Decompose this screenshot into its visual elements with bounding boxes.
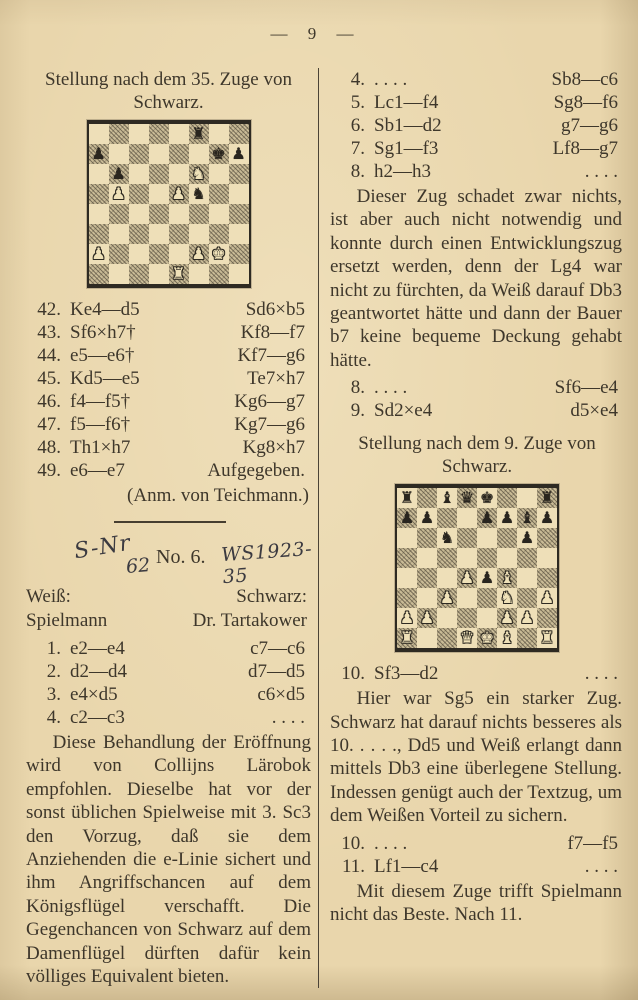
- black-bishop-icon: ♝: [439, 488, 455, 508]
- white-move: Lf1—c4: [374, 855, 439, 877]
- board-square-light: [437, 528, 457, 548]
- white-move: Th1×h7: [70, 437, 131, 458]
- board-square-light: [477, 528, 497, 548]
- white-move: f5—f6†: [70, 414, 131, 435]
- white-pawn-icon: ♟: [499, 608, 515, 628]
- board-square-dark: [397, 508, 417, 528]
- black-pawn-icon: ♟: [499, 508, 515, 528]
- board-square-light: [109, 264, 129, 284]
- white-player-label: Weiß:: [26, 586, 71, 607]
- black-move: c6×d5: [257, 684, 305, 705]
- board-square-light: [169, 204, 189, 224]
- white-move: . . . .: [374, 832, 408, 854]
- board-square-light: [417, 508, 437, 528]
- board-square-light: [457, 548, 477, 568]
- board-square-dark: [109, 124, 129, 144]
- board-square-dark: [537, 568, 557, 588]
- board-square-dark: [109, 204, 129, 224]
- board-square-dark: [129, 264, 149, 284]
- move-row: [330, 855, 624, 878]
- board-square-dark: [497, 568, 517, 588]
- board-square-light: [149, 224, 169, 244]
- board-square-dark: [417, 528, 437, 548]
- board-square-light: [89, 244, 109, 264]
- board-square-light: [517, 608, 537, 628]
- black-move: Kg6—g7: [234, 391, 305, 412]
- move-row: [26, 367, 311, 390]
- board-square-light: [189, 224, 209, 244]
- board-square-light: [169, 124, 189, 144]
- white-player-name: Spielmann: [26, 610, 108, 631]
- move-number: 6.: [350, 115, 365, 136]
- board-square-light: [397, 528, 417, 548]
- black-queen-icon: ♛: [459, 488, 475, 508]
- board-square-dark: [169, 224, 189, 244]
- white-move: Kd5—e5: [70, 368, 140, 389]
- board-square-light: [229, 184, 249, 204]
- black-bishop-icon: ♝: [519, 508, 535, 528]
- board-square-light: [169, 164, 189, 184]
- black-move: . . . .: [584, 161, 618, 182]
- black-knight-icon: ♞: [191, 184, 206, 203]
- black-pawn-icon: ♟: [91, 144, 106, 163]
- board-square-light: [477, 568, 497, 588]
- board-square-dark: [129, 144, 149, 164]
- game6-move-list: [26, 637, 311, 729]
- black-rook-icon: ♜: [399, 488, 415, 508]
- board-square-dark: [109, 244, 129, 264]
- board-square-light: [149, 264, 169, 284]
- board-square-light: [89, 204, 109, 224]
- move-number: 10.: [341, 663, 365, 685]
- board-square-light: [209, 244, 229, 264]
- white-move: Sb1—d2: [374, 115, 442, 136]
- diagram2-caption: Stellung nach dem 9. Zuge von Schwarz.: [358, 433, 596, 478]
- board-square-dark: [537, 528, 557, 548]
- board-square-light: [129, 244, 149, 264]
- board-square-dark: [477, 548, 497, 568]
- board-square-dark: [457, 608, 477, 628]
- board-square-dark: [457, 568, 477, 588]
- board-square-dark: [517, 628, 537, 648]
- move-number: 2.: [46, 661, 61, 682]
- move-row: [330, 832, 624, 855]
- board-square-light: [109, 144, 129, 164]
- black-knight-icon: ♞: [439, 528, 455, 548]
- black-move: Kf7—g6: [237, 345, 305, 366]
- board-square-light: [417, 548, 437, 568]
- move-number: 44.: [37, 345, 61, 366]
- board-square-light: [209, 164, 229, 184]
- board-square-dark: [229, 204, 249, 224]
- black-king-icon: ♚: [211, 144, 226, 163]
- move-row: [26, 436, 311, 459]
- board-square-light: [189, 184, 209, 204]
- black-pawn-icon: ♟: [419, 508, 435, 528]
- white-pawn-icon: ♟: [171, 184, 186, 203]
- move-row: [26, 390, 311, 413]
- handwritten-number: 62: [125, 553, 152, 579]
- right-column: [318, 68, 624, 988]
- white-move: e2—e4: [70, 638, 125, 659]
- chess-diagram-2: [395, 484, 559, 652]
- board-square-dark: [229, 244, 249, 264]
- move-row: [26, 298, 311, 321]
- board-square-dark: [149, 124, 169, 144]
- board-square-dark: [89, 264, 109, 284]
- white-rook-icon: ♜: [399, 628, 415, 648]
- black-player-name: Dr. Tartakower: [192, 610, 307, 631]
- players-block: [26, 585, 311, 633]
- black-move: f7—f5: [567, 832, 618, 854]
- board-square-dark: [417, 608, 437, 628]
- board-square-light: [537, 628, 557, 648]
- board-square-dark: [89, 144, 109, 164]
- board-square-dark: [209, 144, 229, 164]
- move-number: 1.: [46, 638, 61, 659]
- board-square-dark: [517, 508, 537, 528]
- board-square-light: [537, 548, 557, 568]
- white-rook-icon: ♜: [171, 264, 186, 283]
- white-pawn-icon: ♟: [111, 184, 126, 203]
- move-row: [330, 114, 624, 137]
- board-square-dark: [457, 528, 477, 548]
- moves-4-to-8: [330, 68, 624, 183]
- black-move: Sf6—e4: [554, 377, 618, 399]
- board-square-light: [89, 164, 109, 184]
- board-square-dark: [169, 264, 189, 284]
- board-square-dark: [437, 508, 457, 528]
- board-square-light: [497, 588, 517, 608]
- board-square-dark: [397, 588, 417, 608]
- board-square-dark: [209, 224, 229, 244]
- black-move: . . . .: [271, 707, 305, 728]
- white-king-icon: ♚: [211, 244, 226, 263]
- board-square-light: [537, 588, 557, 608]
- board-square-light: [477, 488, 497, 508]
- board-square-dark: [149, 204, 169, 224]
- board-square-dark: [189, 244, 209, 264]
- board-square-light: [209, 124, 229, 144]
- board-square-light: [517, 528, 537, 548]
- board-square-dark: [169, 144, 189, 164]
- board-square-light: [437, 488, 457, 508]
- black-move: . . . .: [584, 663, 618, 685]
- move-10: [330, 662, 624, 685]
- white-knight-icon: ♞: [191, 164, 206, 183]
- board-square-light: [417, 588, 437, 608]
- board-square-light: [457, 628, 477, 648]
- black-rook-icon: ♜: [539, 488, 555, 508]
- white-pawn-icon: ♟: [191, 244, 206, 263]
- board-square-light: [457, 508, 477, 528]
- black-move: Sd6×b5: [245, 299, 305, 320]
- white-pawn-icon: ♟: [459, 568, 475, 588]
- board-square-light: [517, 568, 537, 588]
- black-move: Te7×h7: [247, 368, 305, 389]
- black-move: Sg8—f6: [553, 92, 618, 113]
- board-square-dark: [149, 244, 169, 264]
- board-square-dark: [477, 508, 497, 528]
- game5-move-list: [26, 298, 311, 482]
- moves-10-to-11: [330, 832, 624, 878]
- handwritten-code: WS1923-35: [220, 537, 313, 589]
- board-square-dark: [497, 528, 517, 548]
- commentary-paragraph-sg5: Hier war Sg5 ein starker Zug. Schwarz hat darauf nichts besseres als 10. . . . ., Dd5 und Weiß erlangt dann mittels Db3 eine überlegene Stellung. Indessen genügt auch der Textzug, um dem Weißen Vorteil zu sichern.: [330, 688, 622, 827]
- board-square-light: [109, 224, 129, 244]
- board-square-light: [129, 164, 149, 184]
- move-number: 5.: [350, 92, 365, 113]
- handwritten-word: S-Nr: [72, 530, 133, 565]
- white-move: Sd2×e4: [374, 400, 433, 422]
- board-square-light: [497, 548, 517, 568]
- moves-8-to-9: [330, 376, 624, 422]
- white-pawn-icon: ♟: [519, 608, 535, 628]
- board-square-light: [497, 628, 517, 648]
- white-move: e5—e6†: [70, 345, 135, 366]
- move-row: [330, 68, 624, 91]
- board-square-dark: [209, 184, 229, 204]
- move-row: [330, 399, 624, 422]
- board-square-light: [149, 184, 169, 204]
- white-pawn-icon: ♟: [419, 608, 435, 628]
- section-divider-rule: [114, 521, 226, 523]
- white-move: d2—d4: [70, 661, 127, 682]
- white-move: Ke4—d5: [70, 299, 140, 320]
- board-square-light: [209, 204, 229, 224]
- two-column-content: [26, 68, 624, 988]
- board-square-dark: [89, 224, 109, 244]
- page-number: — 9 —: [270, 24, 354, 43]
- white-king-icon: ♚: [479, 628, 495, 648]
- black-pawn-icon: ♟: [479, 568, 495, 588]
- chess-diagram-1: [87, 120, 251, 288]
- white-move: e6—e7: [70, 460, 125, 481]
- board-square-light: [169, 244, 189, 264]
- handwritten-note-row: [26, 530, 313, 589]
- board-square-dark: [109, 164, 129, 184]
- board-square-dark: [189, 204, 209, 224]
- move-row: [26, 660, 311, 683]
- board-square-dark: [517, 588, 537, 608]
- board-square-light: [517, 488, 537, 508]
- black-pawn-icon: ♟: [111, 164, 126, 183]
- white-pawn-icon: ♟: [399, 608, 415, 628]
- board-square-light: [89, 124, 109, 144]
- board-square-light: [437, 568, 457, 588]
- board-square-light: [417, 628, 437, 648]
- board-square-light: [109, 184, 129, 204]
- board-square-dark: [497, 488, 517, 508]
- black-move: d7—d5: [248, 661, 305, 682]
- move-number: 10.: [341, 832, 365, 854]
- white-move: c2—c3: [70, 707, 125, 728]
- board-square-dark: [437, 548, 457, 568]
- board-square-dark: [497, 608, 517, 628]
- white-move: Sf6×h7†: [70, 322, 136, 343]
- board-square-dark: [477, 628, 497, 648]
- white-knight-icon: ♞: [499, 588, 515, 608]
- move-number: 4.: [46, 707, 61, 728]
- white-move: e4×d5: [70, 684, 118, 705]
- move-row: [330, 662, 624, 685]
- move-row: [26, 321, 311, 344]
- board-square-dark: [89, 184, 109, 204]
- white-move: . . . .: [374, 377, 408, 399]
- board-square-light: [189, 264, 209, 284]
- board-square-dark: [537, 488, 557, 508]
- board-square-dark: [437, 588, 457, 608]
- board-square-light: [497, 508, 517, 528]
- white-move: Sf3—d2: [374, 663, 439, 685]
- board-square-dark: [457, 488, 477, 508]
- black-move: Kg8×h7: [242, 437, 305, 458]
- left-column: [26, 68, 318, 988]
- black-move: d5×e4: [570, 400, 618, 422]
- move-number: 7.: [350, 138, 365, 159]
- move-number: 48.: [37, 437, 61, 458]
- board-square-dark: [129, 224, 149, 244]
- black-pawn-icon: ♟: [519, 528, 535, 548]
- black-player-label: Schwarz:: [236, 586, 307, 607]
- white-pawn-icon: ♟: [439, 588, 455, 608]
- chess-board-2: [397, 488, 557, 648]
- black-move: . . . .: [584, 855, 618, 877]
- move-row: [26, 683, 311, 706]
- board-square-dark: [209, 264, 229, 284]
- move-row: [26, 344, 311, 367]
- board-square-dark: [397, 628, 417, 648]
- black-move: Aufgegeben.: [207, 460, 305, 481]
- board-square-dark: [189, 164, 209, 184]
- annotation-source: (Anm. von Teichmann.): [127, 485, 309, 506]
- white-move: . . . .: [374, 69, 408, 90]
- move-number: 8.: [350, 377, 365, 399]
- move-row: [330, 376, 624, 399]
- black-move: Sb8—c6: [551, 69, 618, 90]
- black-pawn-icon: ♟: [539, 508, 555, 528]
- white-move: h2—h3: [374, 161, 431, 182]
- board-square-dark: [229, 164, 249, 184]
- board-square-light: [477, 608, 497, 628]
- white-bishop-icon: ♝: [499, 568, 515, 588]
- black-king-icon: ♚: [479, 488, 495, 508]
- board-square-light: [229, 264, 249, 284]
- board-square-dark: [437, 628, 457, 648]
- board-square-light: [397, 608, 417, 628]
- board-square-light: [437, 608, 457, 628]
- move-row: [330, 91, 624, 114]
- board-square-dark: [537, 608, 557, 628]
- black-rook-icon: ♜: [191, 124, 206, 143]
- board-square-dark: [517, 548, 537, 568]
- board-square-light: [129, 124, 149, 144]
- black-pawn-icon: ♟: [399, 508, 415, 528]
- move-number: 3.: [46, 684, 61, 705]
- board-square-light: [229, 224, 249, 244]
- move-row: [330, 137, 624, 160]
- move-number: 45.: [37, 368, 61, 389]
- board-square-light: [129, 204, 149, 224]
- commentary-paragraph-h3: Dieser Zug schadet zwar nichts, ist aber auch nicht notwendig und konnte durch einen Entwicklungszug ersetzt werden, denn der Lg4 war nicht zu fürchten, da Weiß darauf Db3 geantwortet hätte und dann der Bauer b7 keine bequeme Deckung gehabt hätte.: [330, 186, 622, 371]
- white-pawn-icon: ♟: [91, 244, 106, 263]
- black-move: Lf8—g7: [552, 138, 618, 159]
- white-bishop-icon: ♝: [499, 628, 515, 648]
- move-row: [330, 160, 624, 183]
- black-move: Kf8—f7: [240, 322, 305, 343]
- move-number: 11.: [341, 855, 365, 877]
- black-move: Kg7—g6: [234, 414, 305, 435]
- black-pawn-icon: ♟: [479, 508, 495, 528]
- board-square-light: [229, 144, 249, 164]
- opening-commentary-paragraph: Diese Behandlung der Eröffnung wird von Collijns Lärobok empfohlen. Dieselbe hat vor der sonst üblichen Spielweise mit 3. Sc3 den Vorzug, daß sie dem Anziehenden die e-Linie sichert und ihm Angriffschancen auf dem Königsflügel verschafft. Die Gegenchancen von Schwarz auf dem Damenflügel dürften dafür kein völliges Equivalent bieten.: [26, 732, 311, 988]
- white-move: f4—f5†: [70, 391, 131, 412]
- white-rook-icon: ♜: [539, 628, 555, 648]
- black-move: c7—c6: [250, 638, 305, 659]
- move-row: [26, 413, 311, 436]
- move-number: 46.: [37, 391, 61, 412]
- move-row: [26, 706, 311, 729]
- board-square-dark: [417, 488, 437, 508]
- move-number: 47.: [37, 414, 61, 435]
- board-square-light: [397, 488, 417, 508]
- black-pawn-icon: ♟: [231, 144, 246, 163]
- move-number: 43.: [37, 322, 61, 343]
- white-queen-icon: ♛: [459, 628, 475, 648]
- diagram1-caption: Stellung nach dem 35. Zuge von Schwarz.: [45, 69, 292, 113]
- board-square-dark: [169, 184, 189, 204]
- move-number: 8.: [350, 161, 365, 182]
- board-square-dark: [477, 588, 497, 608]
- game-number-label: No. 6.: [156, 546, 206, 568]
- board-square-dark: [189, 124, 209, 144]
- white-move: Lc1—f4: [374, 92, 439, 113]
- board-square-dark: [417, 568, 437, 588]
- move-row: [26, 637, 311, 660]
- board-square-light: [537, 508, 557, 528]
- move-number: 42.: [37, 299, 61, 320]
- board-square-light: [189, 144, 209, 164]
- move-row: [26, 459, 311, 482]
- move-number: 9.: [350, 400, 365, 422]
- commentary-paragraph-lf1c4: Mit diesem Zuge trifft Spielmann nicht das Beste. Nach 11.: [330, 880, 622, 926]
- board-square-light: [149, 144, 169, 164]
- board-square-dark: [129, 184, 149, 204]
- white-move: Sg1—f3: [374, 138, 439, 159]
- chess-board-1: [89, 124, 249, 284]
- board-square-dark: [229, 124, 249, 144]
- board-square-light: [457, 588, 477, 608]
- board-square-dark: [149, 164, 169, 184]
- white-pawn-icon: ♟: [539, 588, 555, 608]
- move-number: 49.: [37, 460, 61, 481]
- board-square-light: [397, 568, 417, 588]
- board-square-dark: [397, 548, 417, 568]
- black-move: g7—g6: [561, 115, 618, 136]
- move-number: 4.: [350, 69, 365, 90]
